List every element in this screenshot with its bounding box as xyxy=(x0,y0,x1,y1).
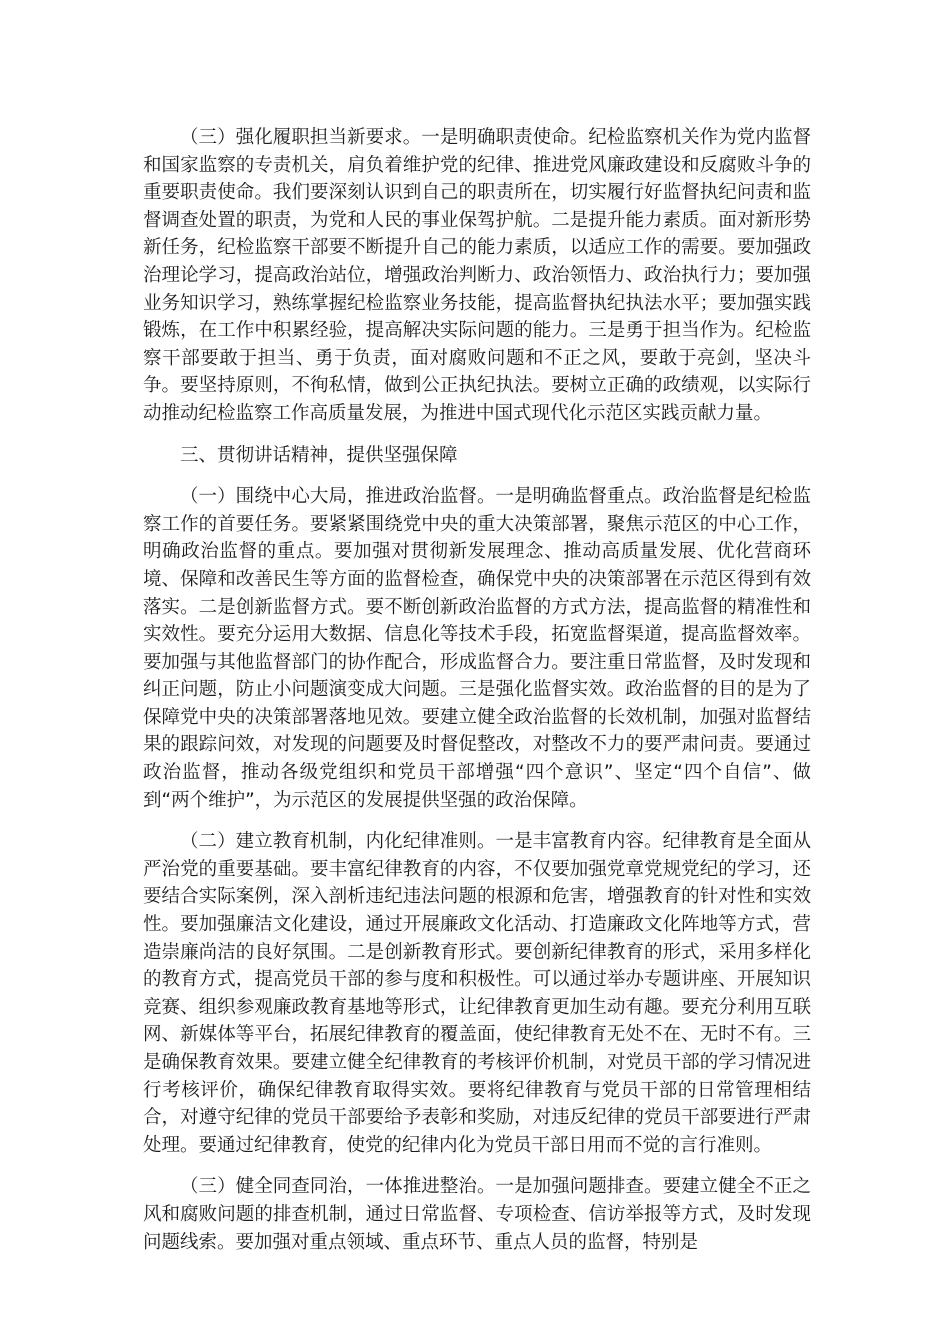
paragraph-education-mechanism: （二）建立教育机制，内化纪律准则。一是丰富教育内容。纪律教育是全面从严治党的重要基础。要丰富纪律教育的内容，不仅要加强党章党规党纪的学习，还要结合实际案例，深入剖析违纪违法问题的根源和危害，增强教育的针对性和实效性。要加强廉洁文化建设，通过开展廉政文化活动、打造廉政文化阵地等方式，营造崇廉尚洁的良好氛围。二是创新教育形式。要创新纪律教育的形式，采用多样化的教育方式，提高党员干部的参与度和积极性。可以通过举办专题讲座、开展知识竞赛、组织参观廉政教育基地等形式，让纪律教育更加生动有趣。要充分利用互联网、新媒体等平台，拓展纪律教育的覆盖面，使纪律教育无处不在、无时不有。三是确保教育效果。要建立健全纪律教育的考核评价机制，对党员干部的学习情况进行考核评价，确保纪律教育取得实效。要将纪律教育与党员干部的日常管理相结合，对遵守纪律的党员干部要给予表彰和奖励，对违反纪律的党员干部要进行严肃处理。要通过纪律教育，使党的纪律内化为党员干部日用而不觉的言行准则。 xyxy=(143,831,811,1156)
section-heading-three: 三、贯彻讲话精神，提供坚强保障 xyxy=(180,444,458,466)
paragraph-duty-requirements: （三）强化履职担当新要求。一是明确职责使命。纪检监察机关作为党内监督和国家监察的专责机关，肩负着维护党的纪律、推进党风廉政建设和反腐败斗争的重要职责使命。我们要深刻认识到自己的职责所在，切实履行好监督执纪问责和监督调查处置的职责，为党和人民的事业保驾护航。二是提升能力素质。面对新形势新任务，纪检监察干部要不断提升自己的能力素质，以适应工作的需要。要加强政治理论学习，提高政治站位，增强政治判断力、政治领悟力、政治执行力；要加强业务知识学习，熟练掌握纪检监察业务技能，提高监督执纪执法水平；要加强实践锻炼，在工作中积累经验，提高解决实际问题的能力。三是勇于担当作为。纪检监察干部要敢于担当、勇于负责，面对腐败问题和不正之风，要敢于亮剑，坚决斗争。要坚持原则，不徇私情，做到公正执纪执法。要树立正确的政绩观，以实际行动推动纪检监察工作高质量发展，为推进中国式现代化示范区实践贡献力量。 xyxy=(143,127,811,424)
paragraph-political-supervision: （一）围绕中心大局，推进政治监督。一是明确监督重点。政治监督是纪检监察工作的首要任务。要紧紧围绕党中央的重大决策部署，聚焦示范区的中心工作，明确政治监督的重点。要加强对贯彻新发展理念、推动高质量发展、优化营商环境、保障和改善民生等方面的监督检查，确保党中央的决策部署在示范区得到有效落实。二是创新监督方式。要不断创新政治监督的方式方法，提高监督的精准性和实效性。要充分运用大数据、信息化等技术手段，拓宽监督渠道，提高监督效率。要加强与其他监督部门的协作配合，形成监督合力。要注重日常监督，及时发现和纠正问题，防止小问题演变成大问题。三是强化监督实效。政治监督的目的是为了保障党中央的决策部署落地见效。要建立健全政治监督的长效机制，加强对监督结果的跟踪问效，对发现的问题要及时督促整改，对整改不力的要严肃问责。要通过政治监督，推动各级党组织和党员干部增强“四个意识”、坚定“四个自信”、做到“两个维护”，为示范区的发展提供坚强的政治保障。 xyxy=(143,486,811,811)
document-body xyxy=(143,124,811,1270)
paragraph-joint-investigation: （三）健全同查同治，一体推进整治。一是加强问题排查。要建立健全不正之风和腐败问题的排查机制，通过日常监督、专项检查、信访举报等方式，及时发现问题线索。要加强对重点领域、重点环节、重点人员的监督，特别是 xyxy=(143,1176,811,1253)
